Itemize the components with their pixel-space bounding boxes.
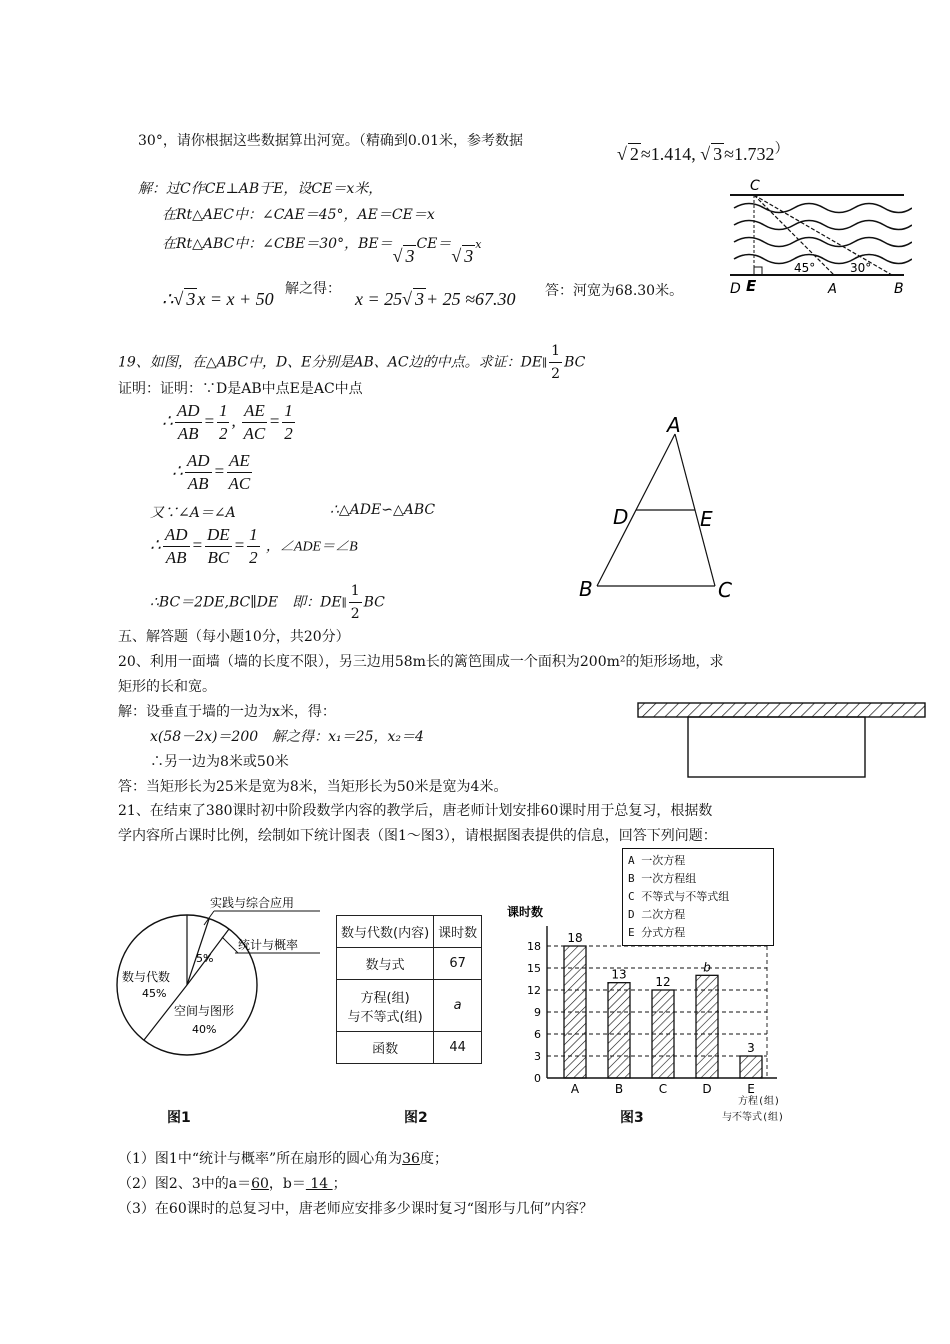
q21-part3: （3）在60课时的总复习中，唐老师应安排多少课时复习“图形与几何”内容？ [118, 1201, 594, 1217]
tri-label-d: D [613, 505, 629, 529]
tri-label-b: B [579, 577, 593, 601]
q18-sol-line2: 在Rt△AEC中：∠CAE＝45°，AE＝CE＝x [162, 207, 435, 223]
table-cell-name: 数与式 [337, 948, 434, 980]
x-tick-label: E [747, 1082, 755, 1096]
y-tick-label: 3 [534, 1050, 541, 1063]
pie-label-stats: 统计与概率 [238, 938, 299, 952]
y-tick-label: 6 [534, 1028, 541, 1041]
bar-axis-note2: 与不等式(组) [722, 1112, 785, 1123]
fig-label-a: A [828, 282, 837, 297]
y-tick-label: 12 [527, 984, 541, 997]
fig3-caption: 图3 [620, 1110, 644, 1126]
q18-result: x = 25√ 3 + 25 ≈67.30 [355, 289, 516, 309]
fig1-caption: 图1 [167, 1110, 191, 1126]
q19-conclusion: ∴BC＝2DE,BC∥DE 即：DE∥ $\frac{1}{2}$ BC [150, 580, 385, 625]
q21-stem1: 21、在结束了380课时初中阶段数学内容的教学后，唐老师计划安排60课时用于总复习，根据数 [118, 803, 713, 819]
q18-intro: 30°，请你根据这些数据算出河宽。（精确到0.01米，参考数据 [138, 133, 523, 149]
q19-ratio-line2: ∴ $\frac{AD}{AB}$ = $\frac{AE}{AC}$ [172, 451, 251, 493]
q18-sol-line1: 解：过C作CE⊥AB于E，设CE＝x米， [138, 181, 383, 197]
bar-value-label: 18 [567, 931, 583, 945]
q19-proof-head: 证明：证明：∵D是AB中点E是AC中点 [118, 381, 363, 397]
table-cell-value: a [434, 980, 482, 1032]
bar-ylabel: 课时数 [507, 905, 544, 919]
q20-answer: 答：当矩形长为25米是宽为8米，当矩形长为50米是宽为4米。 [118, 779, 508, 795]
wall-figure [636, 700, 928, 782]
q20-stem2: 矩形的长和宽。 [118, 679, 216, 695]
tri-label-e: E [700, 507, 713, 531]
y-tick-label: 9 [534, 1006, 541, 1019]
bar-A [564, 946, 586, 1078]
q19-stem: 19、如图，在△ABC中，D、E分别是AB、AC边的中点。求证：DE∥ $\frac{1}{2}$ BC [118, 340, 585, 385]
table-header-content: 数与代数(内容) [337, 916, 434, 948]
x-tick-label: C [658, 1082, 668, 1096]
pie-pct-45: 45% [142, 987, 167, 1000]
river-figure [722, 175, 912, 300]
bar-C [652, 990, 674, 1078]
q18-sol-line3: 在Rt△ABC中：∠CBE＝30°，BE＝√ 3CE＝√ 3x [162, 236, 482, 266]
table-cell-name: 方程(组) 与不等式(组) [337, 980, 434, 1032]
fig-angle-30: 30° [850, 261, 872, 275]
pie-label-algebra: 数与代数 [122, 970, 171, 984]
x-tick-label: D [702, 1082, 712, 1096]
q19-ratio-line3: ∴ $\frac{AD}{AB}$ = $\frac{DE}{BC}$ = $\frac{1}{2}$ ，∠ADE＝∠B [150, 525, 358, 567]
q19-again: 又∵∠A＝∠A [150, 505, 236, 521]
tri-label-c: C [718, 578, 732, 602]
bar-B [608, 983, 630, 1078]
section5-heading: 五、解答题（每小题10分，共20分） [118, 629, 350, 645]
tri-label-a: A [667, 413, 681, 437]
q19-similar: ∴△ADE∽△ABC [330, 502, 436, 518]
q18-answer: 答：河宽为68.30米。 [545, 283, 684, 299]
pie-label-practice: 实践与综合应用 [210, 896, 295, 910]
q18-ref-data: √ 2 ≈1.414, √ 3 ≈1.732） [617, 142, 789, 164]
x-tick-label: A [570, 1082, 580, 1096]
table-cell-value: 67 [434, 948, 482, 980]
legend-item: C 不等式与不等式组 [628, 890, 730, 903]
legend-item: D 二次方程 [628, 908, 686, 921]
q20-sol3: ∴另一边为8米或50米 [150, 754, 289, 770]
bar-value-label: b [703, 960, 711, 975]
bar-value-label: 13 [611, 967, 627, 982]
y-tick-label: 15 [527, 962, 541, 975]
table-cell-value: 44 [434, 1032, 482, 1064]
legend-item: B 一次方程组 [628, 872, 697, 885]
q19-ratio-line1: ∴ $\frac{AD}{AB}$ = $\frac{1}{2}$ , $\frac{AE}{AC}$ = $\frac{1}{2}$ [162, 401, 293, 443]
pie-label-geometry: 空间与图形 [174, 1004, 235, 1018]
fig-label-c: C [750, 178, 760, 194]
q20-sol2: x(58－2x)＝200 解之得：x₁＝25，x₂＝4 [150, 729, 424, 745]
legend-item: E 分式方程 [628, 926, 686, 939]
bar-chart [505, 900, 805, 1105]
fig-angle-45: 45° [794, 261, 816, 275]
fig-label-b: B [894, 281, 904, 297]
table-cell-name: 函数 [337, 1032, 434, 1064]
legend-item: A 一次方程 [628, 854, 686, 867]
bar-axis-note1: 方程(组) [738, 1096, 781, 1107]
fig2-caption: 图2 [404, 1110, 428, 1126]
x-tick-label: B [614, 1082, 624, 1096]
q18-solve-label: 解之得： [285, 281, 341, 297]
y-tick-label: 18 [527, 940, 541, 953]
q21-part1: （1）图1中“统计与概率”所在扇形的圆心角为36度； [118, 1151, 448, 1167]
fig-label-d: D [730, 281, 741, 297]
pie-chart [110, 895, 335, 1070]
table-header-hours: 课时数 [434, 916, 482, 948]
fig-label-e: E [746, 277, 757, 295]
q21-part2: （2）图2、3中的a＝60，b＝ 14 ； [118, 1176, 347, 1192]
hours-table [336, 915, 482, 1064]
y-tick-label: 0 [534, 1072, 541, 1085]
bar-D [696, 975, 718, 1078]
bar-value-label: 12 [655, 975, 671, 989]
bar-value-label: 3 [747, 1041, 755, 1055]
q20-sol1: 解：设垂直于墙的一边为x米，得： [118, 704, 336, 720]
q18-equation: ∴√ 3 x = x + 50 [162, 289, 274, 309]
pie-pct-40: 40% [192, 1023, 217, 1036]
bar-E [740, 1056, 762, 1078]
q21-stem2: 学内容所占课时比例，绘制如下统计图表（图1～图3），请根据图表提供的信息，回答下列问题： [118, 828, 717, 844]
q20-stem1: 20、利用一面墙（墙的长度不限），另三边用58m长的篱笆围成一个面积为200m²的矩形场地，求 [118, 654, 724, 670]
pie-pct-5: 5% [196, 952, 214, 965]
triangle-figure [575, 412, 750, 607]
